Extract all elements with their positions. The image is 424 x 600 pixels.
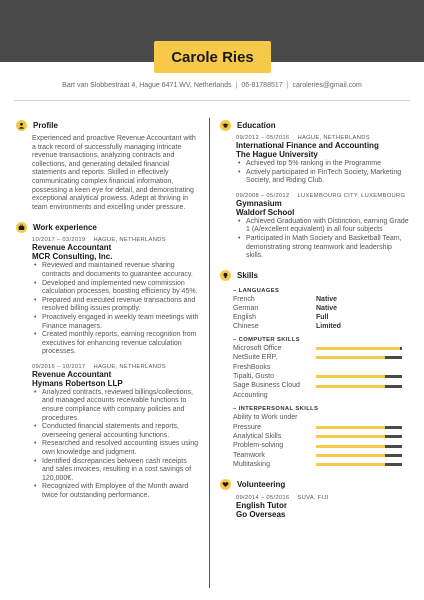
skill-level-bar bbox=[316, 385, 402, 388]
skill-level-bar bbox=[316, 454, 402, 457]
skill-row bbox=[233, 353, 410, 362]
education-entry bbox=[220, 135, 410, 186]
entry-dates: 09/2008 – 05/2012 bbox=[236, 192, 290, 199]
education-heading bbox=[220, 118, 410, 132]
language-level: Full bbox=[316, 313, 329, 321]
profile-heading bbox=[16, 118, 199, 132]
language-name: English bbox=[233, 313, 256, 321]
person-icon bbox=[16, 120, 27, 131]
entry-school: The Hague University bbox=[236, 150, 318, 159]
skill-row bbox=[233, 432, 410, 441]
entry-company: MCR Consulting, Inc. bbox=[32, 252, 113, 262]
section-title: Skills bbox=[237, 271, 258, 281]
language-name: Chinese bbox=[233, 322, 259, 330]
entry-location: HAGUE, NETHERLANDS bbox=[93, 237, 166, 244]
entry-bullets bbox=[236, 218, 410, 261]
bullet: • Participated in Math Society and Basketball Team, demonstrating strong teamwork and leadership skills. bbox=[236, 235, 410, 261]
graduation-cap-icon bbox=[220, 120, 231, 131]
bullet: • Achieved top 5% ranking in the Programme bbox=[236, 160, 410, 169]
skill-level-bar bbox=[316, 445, 402, 448]
skill-row bbox=[233, 391, 410, 400]
entry-dates: 09/2014 – 05/2016 bbox=[236, 494, 290, 501]
entry-dates: 09/2016 – 10/2017 bbox=[32, 363, 86, 370]
entry-dates: 10/2017 – 03/2019 bbox=[32, 237, 86, 244]
entry-location: HAGUE, NETHERLANDS bbox=[297, 135, 370, 141]
skill-level-fill bbox=[316, 454, 385, 457]
language-level: Limited bbox=[316, 322, 341, 330]
bullet: • Developed and implemented new commission calculation processes, boosting efficiency by 45%. bbox=[32, 280, 199, 297]
bullet: • Created monthly reports, earning recognition from executives for enhancing revenue calculation processes. bbox=[32, 331, 199, 357]
skill-level-fill bbox=[316, 356, 385, 359]
skill-row bbox=[233, 460, 410, 469]
entry-school: Waldorf School bbox=[236, 207, 295, 217]
lightbulb-icon bbox=[220, 270, 231, 281]
skill-level-bar bbox=[316, 347, 402, 350]
skill-name: Microsoft Office bbox=[233, 344, 282, 352]
skill-level-bar bbox=[316, 463, 402, 466]
skill-name: Ability to Work under bbox=[233, 414, 298, 422]
entry-meta bbox=[236, 193, 410, 199]
phone: 06-81788517 bbox=[241, 82, 283, 89]
language-row bbox=[233, 295, 410, 304]
skill-row bbox=[233, 413, 410, 422]
separator: | bbox=[235, 82, 238, 89]
entry-location: LUXEMBOURG CITY, LUXEMBOURG bbox=[297, 192, 406, 199]
contact-line bbox=[0, 82, 424, 89]
skill-name: Teamwork bbox=[233, 451, 265, 459]
entry-bullets bbox=[32, 389, 199, 501]
skill-level-bar bbox=[316, 375, 402, 378]
separator: | bbox=[286, 82, 289, 89]
language-row bbox=[233, 313, 410, 322]
entry-degree: International Finance and Accounting bbox=[236, 141, 379, 150]
left-column bbox=[16, 118, 199, 501]
candidate-name: Carole Ries bbox=[171, 48, 254, 66]
volunteering-heading bbox=[220, 478, 410, 492]
bullet: • Prepared and executed revenue transactions and resolved billing issues promptly. bbox=[32, 297, 199, 314]
bullet: • Analyzed contracts, reviewed billings/collections, and managed accounts receivable functions to ensure compliance with company policies and procedures. bbox=[32, 389, 199, 423]
bullet: • Identified discrepancies between cash receipts and sales invoices, resulting in a cost savings of 120,000€. bbox=[32, 458, 199, 484]
skill-level-fill bbox=[316, 375, 385, 378]
skill-name: Sage Business Cloud bbox=[233, 382, 300, 390]
address: Bart van Slobbestraat 4, Hague 6471 WV, Netherlands bbox=[62, 82, 232, 89]
heart-icon bbox=[220, 479, 231, 490]
language-row bbox=[233, 322, 410, 331]
bullet: • Reviewed and maintained revenue sharing contracts and documents to guarantee accuracy. bbox=[32, 262, 199, 279]
bullet: • Actively participated in FinTech Society, Marketing Society, and Riding Club. bbox=[236, 169, 410, 186]
skills-heading bbox=[220, 269, 410, 283]
skill-level-fill bbox=[316, 347, 400, 350]
skill-name: FreshBooks bbox=[233, 363, 271, 371]
entry-degree: Gymnasium bbox=[236, 198, 282, 208]
language-level: Native bbox=[316, 304, 338, 312]
skill-name: Pressure bbox=[233, 423, 262, 431]
section-title: Education bbox=[237, 120, 276, 130]
interpersonal-skills-list bbox=[220, 413, 410, 469]
column-divider bbox=[209, 118, 210, 588]
skill-name: Multitasking bbox=[233, 461, 270, 469]
computer-skills-label: – COMPUTER SKILLS bbox=[233, 336, 301, 343]
skill-row bbox=[233, 381, 410, 390]
entry-bullets bbox=[236, 160, 410, 186]
skill-name: Problem-solving bbox=[233, 442, 284, 450]
entry-role: English Tutor bbox=[236, 500, 287, 510]
skill-row bbox=[233, 451, 410, 460]
skill-level-fill bbox=[316, 385, 385, 388]
skill-name: Accounting bbox=[233, 391, 268, 399]
skill-row bbox=[233, 363, 410, 372]
work-entry bbox=[16, 237, 199, 357]
profile-text: Experienced and proactive Revenue Accountant with a track record of successfully managing intricate revenue transactions, analyzing contracts and collections, and generating detailed financial statements and reports. Skilled in effectively communicating complex financial information, possessing a keen eye for detail, and demonstrating exceptional analytical prowess. Adept at thriving in team environments and excelling under pressure. bbox=[32, 135, 196, 211]
skill-name: Tipalti, Gusto bbox=[233, 372, 274, 380]
name-box bbox=[154, 41, 271, 73]
computer-skills-list bbox=[220, 344, 410, 400]
entry-dates: 09/2012 – 05/2016 bbox=[236, 135, 290, 141]
bullet: • Researched and resolved accounting issues using own knowledge and judgment. bbox=[32, 440, 199, 457]
section-title: Work experience bbox=[33, 222, 97, 232]
skill-name: Analytical Skills bbox=[233, 433, 282, 440]
skill-level-fill bbox=[316, 435, 385, 438]
entry-location: SUVA, FIJI bbox=[297, 494, 329, 501]
skill-row bbox=[233, 441, 410, 450]
skill-name: NetSuite ERP, bbox=[233, 354, 278, 362]
language-name: German bbox=[233, 304, 259, 312]
right-column bbox=[220, 118, 410, 519]
skill-level-fill bbox=[316, 445, 385, 448]
bullet: • Recognized with Employee of the Month award twice for outstanding performance. bbox=[32, 483, 199, 500]
skill-level-fill bbox=[316, 426, 385, 429]
entry-company: Hymans Robertson LLP bbox=[32, 378, 123, 388]
bullet: • Proactively engaged in weekly team meetings with Finance managers. bbox=[32, 314, 199, 331]
language-row bbox=[233, 304, 410, 313]
work-entry bbox=[16, 364, 199, 501]
section-title: Volunteering bbox=[237, 480, 286, 490]
briefcase-icon bbox=[16, 222, 27, 233]
skill-row bbox=[233, 344, 410, 353]
entry-bullets bbox=[32, 262, 199, 357]
education-entry bbox=[220, 193, 410, 261]
work-heading bbox=[16, 220, 199, 234]
language-name: French bbox=[233, 295, 255, 303]
header-divider bbox=[14, 100, 410, 101]
entry-role: Revenue Accountant bbox=[32, 243, 112, 253]
skill-level-fill bbox=[316, 463, 385, 466]
skill-level-bar bbox=[316, 426, 402, 429]
languages-label: – LANGUAGES bbox=[233, 287, 280, 294]
interpersonal-skills-label: – INTERPERSONAL SKILLS bbox=[233, 406, 319, 413]
skill-level-bar bbox=[316, 356, 402, 359]
entry-location: HAGUE, NETHERLANDS bbox=[93, 363, 166, 370]
bullet: • Achieved Graduation with Distinction, earning Grade 1 (A/excellent equivalent) in all four subjects bbox=[236, 218, 410, 235]
language-level: Native bbox=[316, 295, 338, 303]
section-title: Profile bbox=[33, 120, 58, 130]
entry-org: Go Overseas bbox=[236, 509, 286, 519]
bullet: • Conducted financial statements and reports, overseeing general accounting functions. bbox=[32, 423, 199, 440]
skill-level-bar bbox=[316, 435, 402, 438]
entry-role: Revenue Accountant bbox=[32, 369, 112, 379]
skill-row bbox=[233, 372, 410, 381]
skill-row bbox=[233, 423, 410, 432]
email-link[interactable]: caroleries@gmail.com bbox=[292, 82, 362, 89]
